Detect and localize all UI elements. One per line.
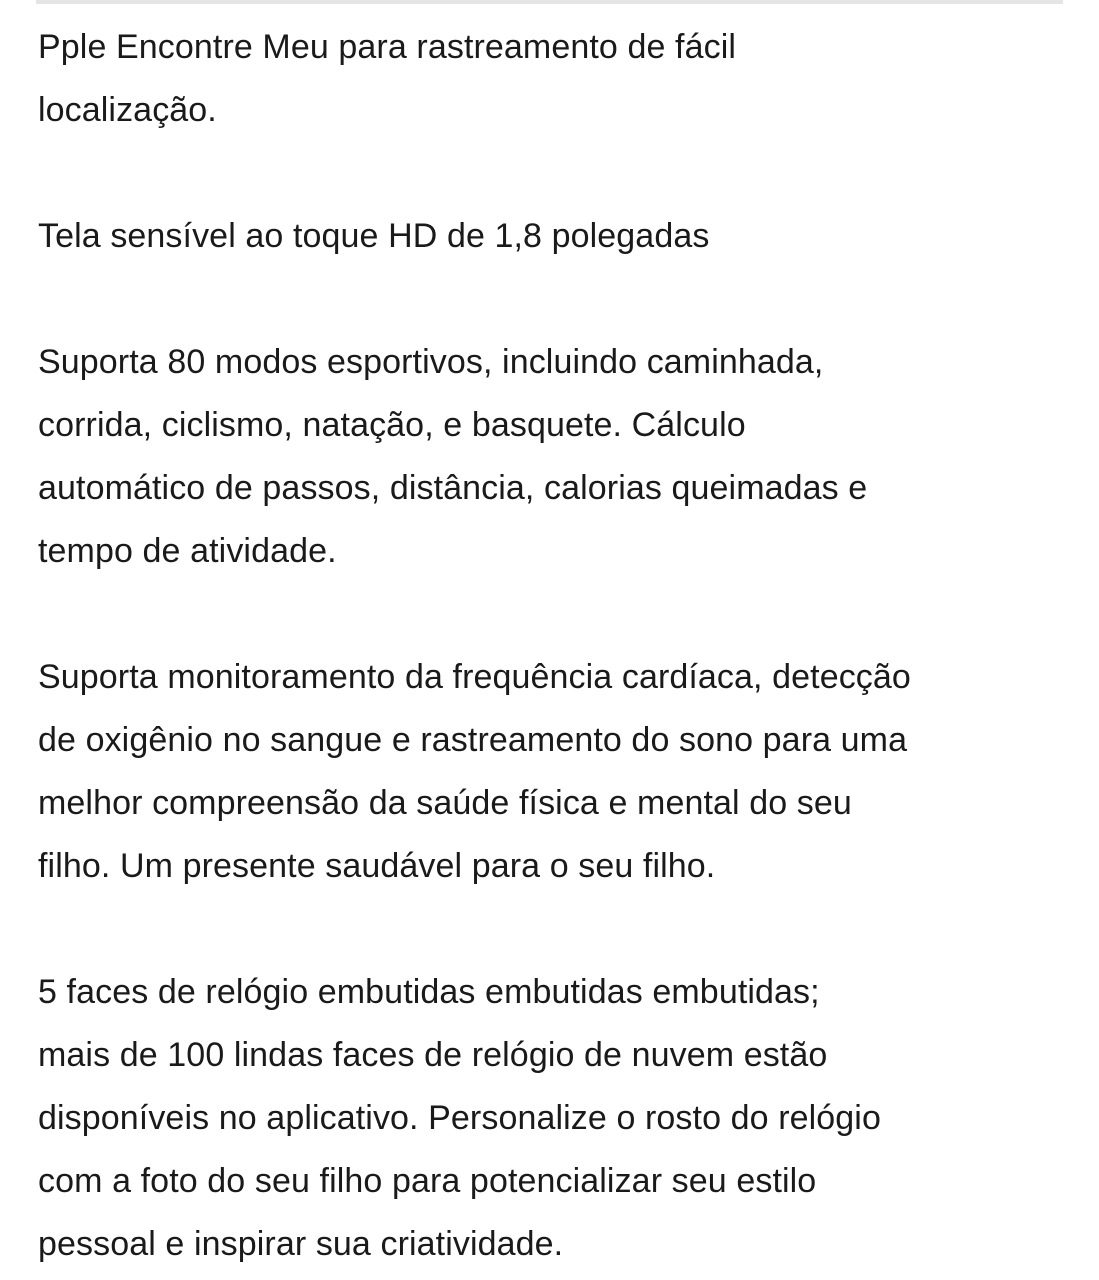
paragraph-find-my: Pple Encontre Meu para rastreamento de fácil localização. [38, 28, 736, 129]
paragraph-watch-faces: 5 faces de relógio embutidas embutidas embutidas; mais de 100 lindas faces de relógio de nuvem estão disponíveis no aplicativo. Personalize o rosto do relógio com a foto do seu filho para potencializar seu estilo pessoal e inspirar sua criatividade. [38, 973, 881, 1263]
paragraph-sport-modes: Suporta 80 modos esportivos, incluindo caminhada, corrida, ciclismo, natação, e basquete. Cálculo automático de passos, distância, calorias queimadas e tempo de atividade. [38, 343, 868, 570]
paragraph-health-monitoring: Suporta monitoramento da frequência cardíaca, detecção de oxigênio no sangue e rastreamento do sono para uma melhor compreensão da saúde física e mental do seu filho. Um presente saudável para o seu filho. [38, 658, 911, 885]
paragraph-screen: Tela sensível ao toque HD de 1,8 polegadas [38, 217, 710, 255]
product-description [38, 16, 1078, 1276]
top-divider [36, 0, 1063, 4]
